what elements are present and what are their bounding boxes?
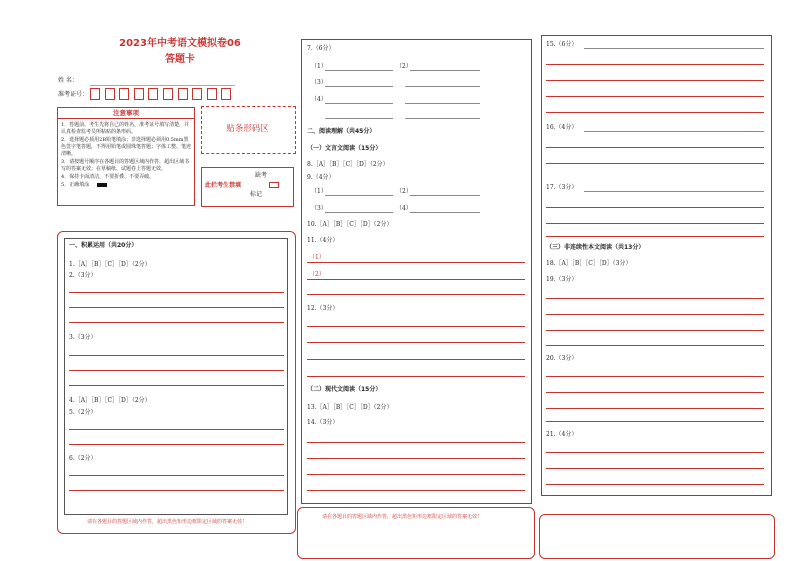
q20-label: 20.（3分） xyxy=(546,355,578,362)
q18-choices[interactable]: 18.［A］［B］［C］［D］（3分） xyxy=(546,260,632,267)
q9-label: 9.（4分） xyxy=(307,174,335,181)
q15-label: 15.（6分） xyxy=(546,41,578,48)
q16-answer-line[interactable] xyxy=(584,131,764,132)
modern-reading-heading: （二）现代文阅读（15分） xyxy=(307,386,382,393)
q21-label: 21.（4分） xyxy=(546,431,578,438)
absent-missing-label: 缺考 xyxy=(255,172,268,179)
q5-answer-line[interactable] xyxy=(69,429,284,430)
section1-heading: 一、积累运用（共20分） xyxy=(69,242,138,249)
q8-choices[interactable]: 8.［A］［B］［C］［D］（2分） xyxy=(307,161,389,168)
q7-answer-line[interactable] xyxy=(325,103,393,104)
q17-answer-line[interactable] xyxy=(546,223,764,224)
q16-answer-line[interactable] xyxy=(546,147,764,148)
q20-answer-line[interactable] xyxy=(546,421,764,422)
exam-number-cell[interactable] xyxy=(207,88,217,100)
q9-part-3: （3） xyxy=(311,205,327,212)
q7-part-1: （1） xyxy=(311,63,327,70)
q14-answer-line[interactable] xyxy=(307,442,525,443)
name-label: 姓 名： xyxy=(58,77,78,84)
exam-number-cell[interactable] xyxy=(119,88,129,100)
q11-part-2: （2） xyxy=(309,271,325,278)
exam-number-cell[interactable] xyxy=(90,88,100,100)
notice-item: 3．请按题号顺序在各题目的答题区域内作答，超出区域书写的答案无效；在草稿纸、试题卷上答题无效。 xyxy=(61,159,190,172)
q20-answer-line[interactable] xyxy=(546,408,764,409)
q21-answer-line[interactable] xyxy=(546,468,764,469)
q14-answer-line[interactable] xyxy=(307,490,525,491)
section1-answer-box xyxy=(64,238,288,515)
q7-part-3: （3） xyxy=(311,79,327,86)
exam-number-cell[interactable] xyxy=(148,88,158,100)
q21-answer-line[interactable] xyxy=(546,452,764,453)
q19-answer-line[interactable] xyxy=(546,314,764,315)
q19-answer-line[interactable] xyxy=(546,345,764,346)
q16-answer-line[interactable] xyxy=(546,163,764,164)
exam-number-cell[interactable] xyxy=(134,88,144,100)
notice-item: 4．保持卡面清洁，不要折叠、不要弄破。 xyxy=(61,174,155,180)
q9-answer-line[interactable] xyxy=(410,212,480,213)
q10-choices[interactable]: 10.［A］［B］［C］［D］（2分） xyxy=(307,221,393,228)
q6-answer-line[interactable] xyxy=(69,490,284,491)
q19-answer-line[interactable] xyxy=(546,330,764,331)
absent-mark-label: 标记 xyxy=(250,191,263,198)
q5-answer-line[interactable] xyxy=(69,444,284,445)
q3-label: 3.（3分） xyxy=(69,334,97,341)
q12-label: 12.（3分） xyxy=(307,305,339,312)
q15-answer-line[interactable] xyxy=(546,112,764,113)
classical-reading-heading: （一）文言文阅读（15分） xyxy=(307,145,382,152)
col2-warning: 请在各题目的答题区域内作答，超出黑色矩形边框限定区域的答案无效！ xyxy=(322,514,483,520)
q2-answer-line[interactable] xyxy=(69,307,284,308)
q3-answer-line[interactable] xyxy=(69,385,284,386)
q9-part-1: （1） xyxy=(311,188,327,195)
q15-answer-line[interactable] xyxy=(546,96,764,97)
q14-answer-line[interactable] xyxy=(307,458,525,459)
q7-part-4: （4） xyxy=(311,96,327,103)
exam-number-cell[interactable] xyxy=(221,88,231,100)
q7-answer-line[interactable] xyxy=(405,118,480,119)
q7-answer-line[interactable] xyxy=(405,86,480,87)
q1-choices[interactable]: 1.［A］［B］［C］［D］（2分） xyxy=(69,261,151,268)
exam-number-cell[interactable] xyxy=(105,88,115,100)
exam-number-cell[interactable] xyxy=(192,88,202,100)
exam-number-cell[interactable] xyxy=(163,88,173,100)
notice-item xyxy=(61,182,191,189)
q2-answer-line[interactable] xyxy=(69,322,284,323)
notice-item: 2．选择题必须用2B铅笔填涂；非选择题必须用0.5mm黑色签字笔答题，不得用铅笔或圆珠笔答题；字体工整、笔迹清晰。 xyxy=(61,137,192,157)
q20-answer-line[interactable] xyxy=(546,376,764,377)
q12-answer-line[interactable] xyxy=(307,342,525,343)
q12-answer-line[interactable] xyxy=(307,359,525,360)
q3-answer-line[interactable] xyxy=(69,370,284,371)
q9-answer-line[interactable] xyxy=(325,212,393,213)
section2-heading: 二、阅读理解（共45分） xyxy=(307,128,376,135)
q7-answer-line[interactable] xyxy=(325,86,393,87)
notice-item: 1．答题前，考生先将自己的姓名，准考证号填写清楚，并认真检查监考员所粘贴的条形码。 xyxy=(61,122,190,135)
q4-choices[interactable]: 4.［A］［B］［C］［D］（2分） xyxy=(69,397,151,404)
q14-label: 14.（3分） xyxy=(307,419,339,426)
barcode-area-label: 贴条形码区 xyxy=(226,124,269,134)
q2-answer-line[interactable] xyxy=(69,292,284,293)
notice-box xyxy=(57,107,195,206)
q6-answer-line[interactable] xyxy=(69,475,284,476)
q17-answer-line[interactable] xyxy=(546,207,764,208)
exam-title: 2023年中考语文模拟卷06 xyxy=(119,38,241,49)
col3-bottom-frame xyxy=(539,514,775,559)
q9-part-2: （2） xyxy=(396,188,412,195)
q20-answer-line[interactable] xyxy=(546,392,764,393)
exam-number-cell[interactable] xyxy=(178,88,188,100)
q7-answer-line[interactable] xyxy=(410,70,480,71)
q7-answer-line[interactable] xyxy=(405,103,480,104)
q9-answer-line[interactable] xyxy=(410,195,480,196)
q19-label: 19.（3分） xyxy=(546,276,578,283)
q15-answer-line[interactable] xyxy=(546,80,764,81)
q11-part-1: （1） xyxy=(309,254,325,261)
q14-answer-line[interactable] xyxy=(307,474,525,475)
q7-answer-line[interactable] xyxy=(325,70,393,71)
q11-answer-line[interactable] xyxy=(307,294,525,295)
col1-warning: 请在各题目的答题区域内作答，超出黑色矩形边框限定区域的答案无效！ xyxy=(87,519,248,525)
q17-answer-line[interactable] xyxy=(546,236,764,237)
q12-answer-line[interactable] xyxy=(307,376,525,377)
q7-answer-line[interactable] xyxy=(325,118,393,119)
exam-number-label: 准考证号： xyxy=(58,91,89,98)
notice-item-label: 5．正确填涂 xyxy=(61,182,90,188)
q9-answer-line[interactable] xyxy=(325,195,393,196)
col2-answer-box xyxy=(301,39,532,504)
name-field[interactable] xyxy=(90,85,235,86)
q11-label: 11.（4分） xyxy=(307,237,339,244)
noncontinuous-reading-heading: （三）非连续性本文阅读（共13分） xyxy=(546,244,645,251)
q5-label: 5.（2分） xyxy=(69,409,97,416)
q15-answer-line[interactable] xyxy=(546,64,764,65)
q17-answer-line[interactable] xyxy=(584,191,764,192)
q7-part-2: （2） xyxy=(396,63,412,70)
filled-mark-icon xyxy=(97,183,107,187)
q17-label: 17.（3分） xyxy=(546,184,578,191)
q12-answer-line[interactable] xyxy=(307,326,525,327)
q6-label: 6.（2分） xyxy=(69,455,97,462)
q16-label: 16.（4分） xyxy=(546,124,578,131)
q19-answer-line[interactable] xyxy=(546,298,764,299)
q15-answer-line[interactable] xyxy=(584,48,764,49)
absent-checkbox[interactable] xyxy=(269,182,279,188)
q9-part-4: （4） xyxy=(396,205,412,212)
q7-label: 7.（6分） xyxy=(307,45,335,52)
absent-warning-label: 此栏考生禁填 xyxy=(205,182,242,189)
q3-answer-line[interactable] xyxy=(69,355,284,356)
notice-title: 注意事项 xyxy=(58,108,194,119)
q11-answer-line[interactable] xyxy=(307,279,525,280)
answer-card-label: 答题卡 xyxy=(165,54,195,65)
q21-answer-line[interactable] xyxy=(546,484,764,485)
q2-label: 2.（3分） xyxy=(69,272,97,279)
q13-choices[interactable]: 13.［A］［B］［C］［D］（2分） xyxy=(307,404,393,411)
q11-answer-line[interactable] xyxy=(307,262,525,263)
